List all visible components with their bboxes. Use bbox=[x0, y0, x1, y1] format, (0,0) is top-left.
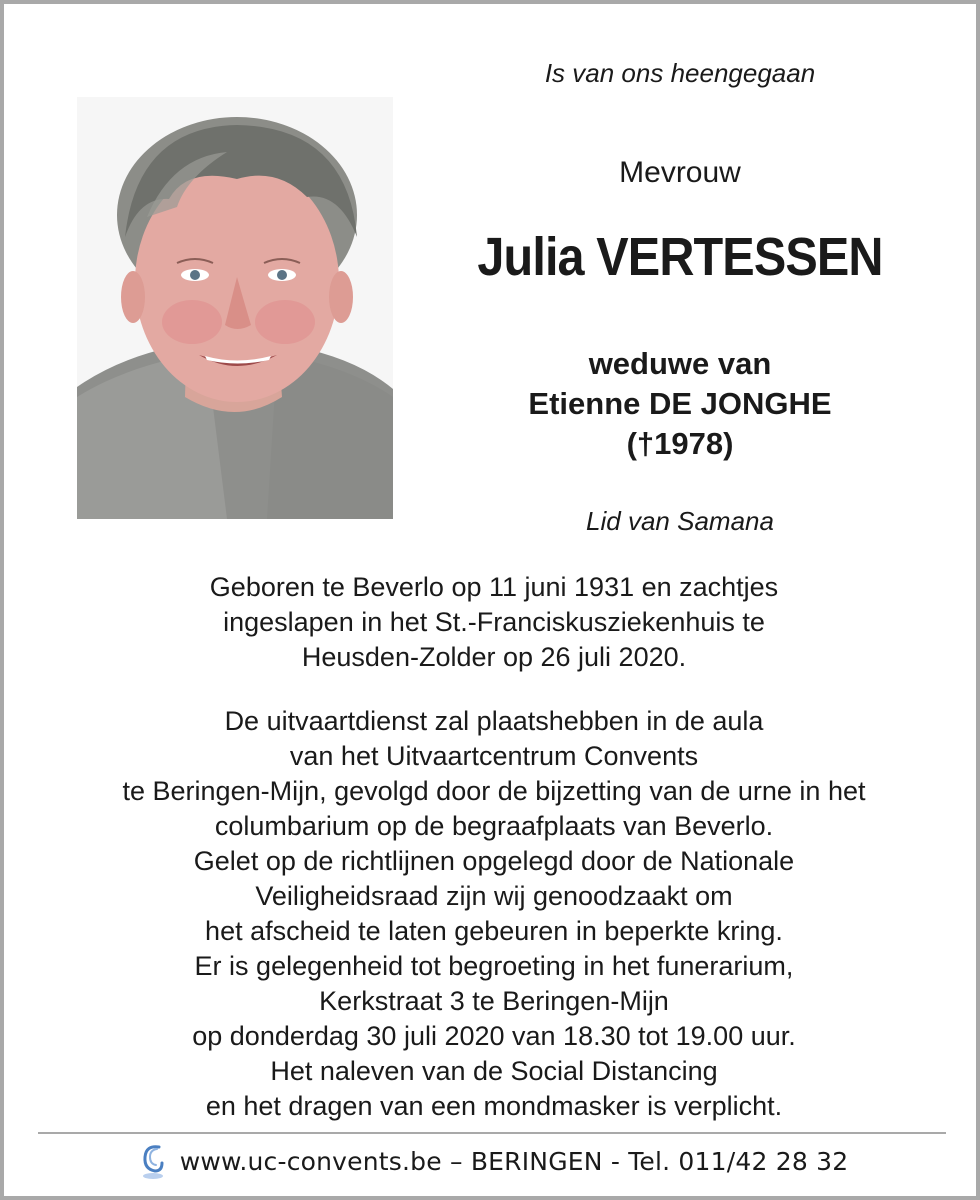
funeral-line: Veiligheidsraad zijn wij genoodzaakt om bbox=[255, 881, 733, 911]
uc-convents-logo-icon bbox=[140, 1143, 166, 1181]
birth-line: Heusden-Zolder op 26 juli 2020. bbox=[301, 642, 687, 672]
birth-line: Geboren te Beverlo op 11 juni 1931 en zachtjes bbox=[209, 572, 779, 602]
membership-text: Lid van Samana bbox=[586, 506, 774, 536]
spouse-name: Etienne DE JONGHE bbox=[528, 386, 832, 421]
funeral-line: Het naleven van de Social Distancing bbox=[270, 1056, 718, 1086]
widow-block bbox=[424, 344, 936, 464]
funeral-line: Er is gelegenheid tot begroeting in het funerarium, bbox=[194, 951, 794, 981]
spouse-death-year: (†1978) bbox=[626, 426, 734, 461]
funeral-line: op donderdag 30 juli 2020 van 18.30 tot 19.00 uur. bbox=[192, 1021, 796, 1051]
funeral-line: Kerkstraat 3 te Beringen-Mijn bbox=[319, 986, 669, 1016]
widow-line: weduwe van bbox=[588, 346, 772, 381]
funeral-line: De uitvaartdienst zal plaatshebben in de aula bbox=[224, 706, 764, 736]
funeral-line: het afscheid te laten gebeuren in beperkte kring. bbox=[205, 916, 783, 946]
funeral-line: Gelet op de richtlijnen opgelegd door de Nationale bbox=[193, 846, 795, 876]
footer-contact: www.uc-convents.be – BERINGEN - Tel. 011/42 28 32 bbox=[179, 1147, 849, 1176]
deceased-name: Julia VERTESSEN bbox=[477, 227, 883, 287]
intro-text: Is van ons heengegaan bbox=[544, 58, 816, 88]
birth-line: ingeslapen in het St.-Franciskusziekenhuis te bbox=[223, 607, 765, 637]
funeral-line: te Beringen-Mijn, gevolgd door de bijzetting van de urne in het bbox=[122, 776, 866, 806]
portrait-photo bbox=[77, 97, 393, 519]
funeral-line: van het Uitvaartcentrum Convents bbox=[289, 741, 699, 771]
funeral-line: columbarium op de begraafplaats van Beverlo. bbox=[214, 811, 774, 841]
funeral-line: en het dragen van een mondmasker is verplicht. bbox=[205, 1091, 783, 1121]
funeral-paragraph bbox=[4, 704, 980, 1124]
birth-paragraph bbox=[4, 570, 980, 675]
footer-divider bbox=[38, 1132, 946, 1134]
salutation: Mevrouw bbox=[619, 156, 741, 189]
footer bbox=[4, 1141, 980, 1182]
